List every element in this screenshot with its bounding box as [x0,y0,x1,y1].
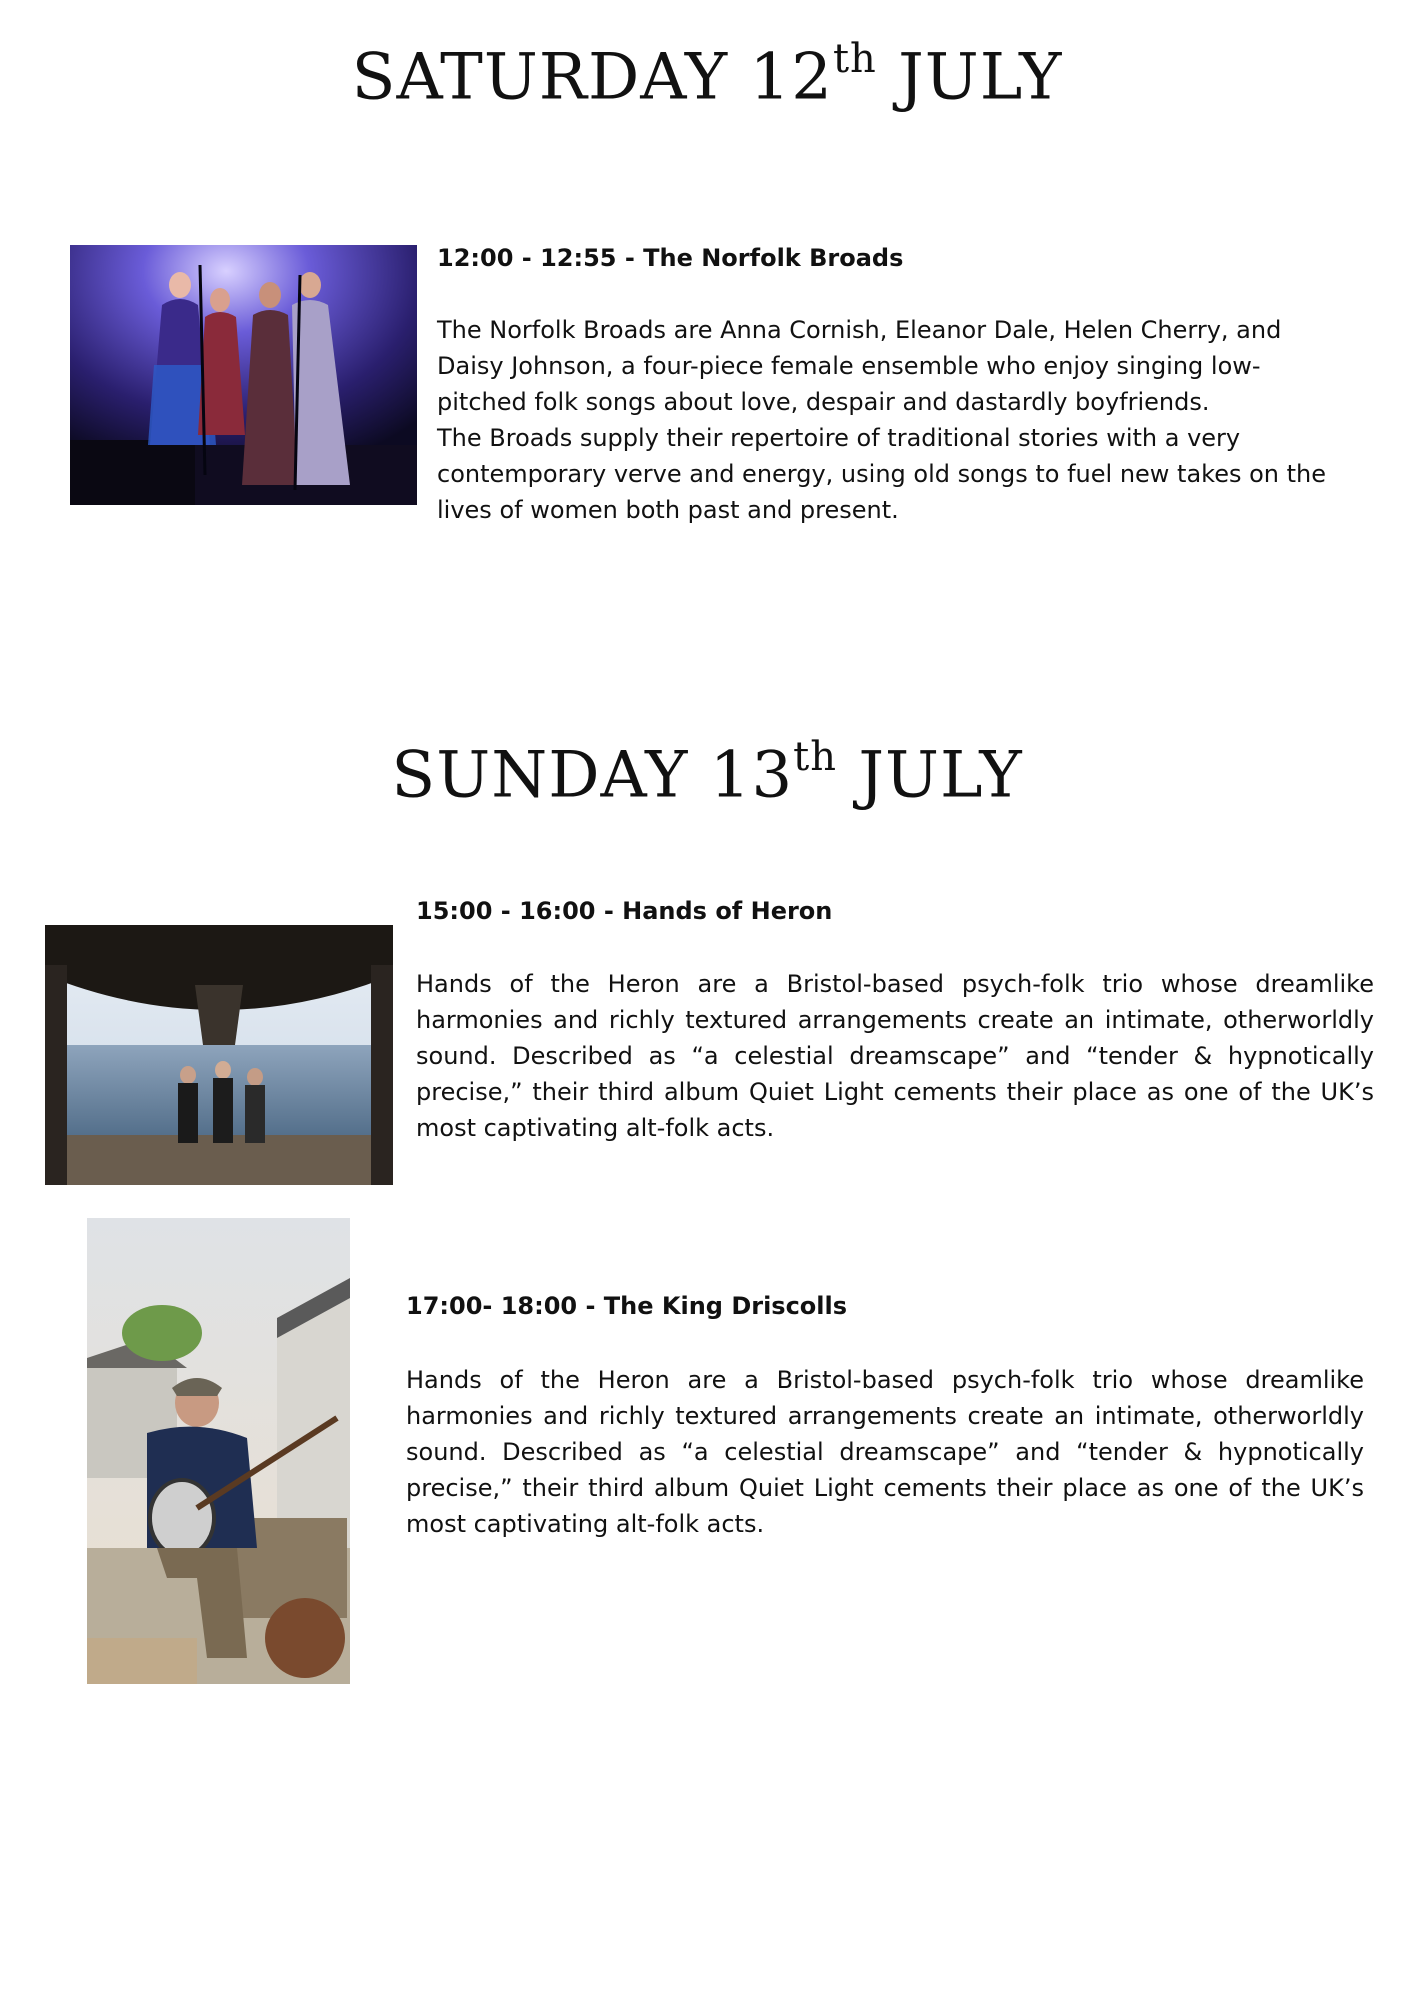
sunday-heading [0,734,1414,813]
saturday-day-label: SATURDAY 12 [351,40,833,115]
saturday-month: JULY [898,40,1063,115]
sunday-day-label: SUNDAY 13 [391,738,794,813]
norfolk-broads-photo [70,245,417,505]
king-driscolls-time-title: 17:00- 18:00 - The King Driscolls [406,1292,848,1320]
king-driscolls-description: Hands of the Heron are a Bristol-based psych-folk trio whose dreamlike harmonies and richly textured arrangements create an intimate, otherworldly sound. Described as “a celestial dreamscape” and “tender & hypnotically precise,” their third album Quiet Light cements their place as one of the UK’s most captivating alt-folk acts. [406,1366,1364,1538]
sunday-ordinal: th [793,734,837,780]
saturday-ordinal: th [832,36,877,82]
norfolk-broads-description [437,312,1337,528]
saturday-heading [0,36,1414,115]
hands-of-heron-description: Hands of the Heron are a Bristol-based psych-folk trio whose dreamlike harmonies and richly textured arrangements create an intimate, otherworldly sound. Described as “a celestial dreamscape” and “tender & hypnotically precise,” their third album Quiet Light cements their place as one of the UK’s most captivating alt-folk acts. [416,970,1374,1142]
norfolk-broads-paragraph-1: The Norfolk Broads are Anna Cornish, Eleanor Dale, Helen Cherry, and Daisy Johnson, a four-piece female ensemble who enjoy singing low-pitched folk songs about love, despair and dastardly boyfriends. [437,316,1282,416]
norfolk-broads-time-title: 12:00 - 12:55 - The Norfolk Broads [437,244,904,272]
hands-of-heron-time-title: 15:00 - 16:00 - Hands of Heron [416,897,833,925]
sunday-month: JULY [858,738,1023,813]
hands-of-heron-photo [45,925,393,1185]
king-driscolls-photo [87,1218,350,1684]
norfolk-broads-paragraph-2: The Broads supply their repertoire of traditional stories with a very contemporary verve and energy, using old songs to fuel new takes on the lives of women both past and present. [437,424,1327,524]
